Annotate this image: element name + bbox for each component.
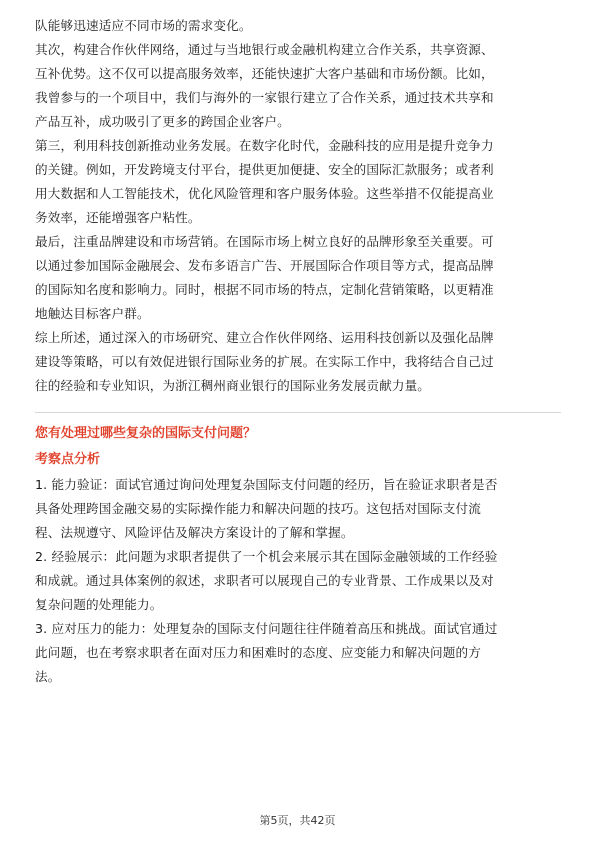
analysis-paragraph [35, 545, 561, 617]
intro-section [35, 14, 561, 398]
text-line: 队能够迅速适应不同市场的需求变化。 [35, 18, 252, 33]
text-line: 和成就。通过具体案例的叙述，求职者可以展现自己的专业背景、工作成果以及对 [35, 573, 494, 588]
text-line: 往的经验和专业知识，为浙江稠州商业银行的国际业务发展贡献力量。 [35, 378, 431, 393]
section-divider [35, 412, 561, 413]
text-line: 务效率，还能增强客户粘性。 [35, 210, 201, 225]
text-line: 的关键。例如，开发跨境支付平台，提供更加便捷、安全的国际汇款服务；或者利 [35, 162, 494, 177]
text-line: 互补优势。这不仅可以提高服务效率，还能快速扩大客户基础和市场份额。比如， [35, 66, 494, 81]
body-paragraph [35, 14, 561, 38]
text-line: 复杂问题的处理能力。 [35, 597, 163, 612]
text-line: 具备处理跨国金融交易的实际操作能力和解决问题的技巧。这包括对国际支付流 [35, 501, 482, 516]
text-line: 的国际知名度和影响力。同时，根据不同市场的特点，定制化营销策略，以更精准 [35, 282, 494, 297]
body-paragraph [35, 230, 561, 326]
document-page [35, 14, 561, 689]
text-line: 2. 经验展示：此问题为求职者提供了一个机会来展示其在国际金融领域的工作经验 [35, 549, 498, 564]
text-line: 最后，注重品牌建设和市场营销。在国际市场上树立良好的品牌形象至关重要。可 [35, 234, 494, 249]
page-footer: 第5页，共42页 [259, 814, 336, 827]
text-line: 1. 能力验证：面试官通过询问处理复杂国际支付问题的经历，旨在验证求职者是否 [35, 477, 498, 492]
text-line: 建设等策略，可以有效促进银行国际业务的扩展。在实际工作中，我将结合自己过 [35, 354, 494, 369]
text-line: 其次，构建合作伙伴网络，通过与当地银行或金融机构建立合作关系，共享资源、 [35, 42, 494, 57]
text-line: 第三，利用科技创新推动业务发展。在数字化时代，金融科技的应用是提升竞争力 [35, 138, 494, 153]
text-line: 综上所述，通过深入的市场研究、建立合作伙伴网络、运用科技创新以及强化品牌 [35, 330, 494, 345]
text-line: 法。 [35, 669, 61, 684]
text-line: 用大数据和人工智能技术，优化风险管理和客户服务体验。这些举措不仅能提高业 [35, 186, 494, 201]
analysis-paragraph [35, 473, 561, 545]
analysis-paragraph [35, 617, 561, 689]
text-line: 程、法规遵守、风险评估及解决方案设计的了解和掌握。 [35, 525, 354, 540]
text-line: 产品互补，成功吸引了更多的跨国企业客户。 [35, 114, 290, 129]
interview-question: 您有处理过哪些复杂的国际支付问题？ [35, 426, 257, 441]
text-line: 我曾参与的一个项目中，我们与海外的一家银行建立了合作关系，通过技术共享和 [35, 90, 494, 105]
body-paragraph [35, 134, 561, 230]
body-paragraph [35, 326, 561, 398]
text-line: 地触达目标客户群。 [35, 306, 150, 321]
body-paragraph [35, 38, 561, 134]
text-line: 以通过参加国际金融展会、发布多语言广告、开展国际合作项目等方式，提高品牌 [35, 258, 494, 273]
analysis-heading: 考察点分析 [35, 452, 101, 467]
text-line: 3. 应对压力的能力：处理复杂的国际支付问题往往伴随着高压和挑战。面试官通过 [35, 621, 498, 636]
text-line: 此问题，也在考察求职者在面对压力和困难时的态度、应变能力和解决问题的方 [35, 645, 482, 660]
analysis-section [35, 473, 561, 689]
